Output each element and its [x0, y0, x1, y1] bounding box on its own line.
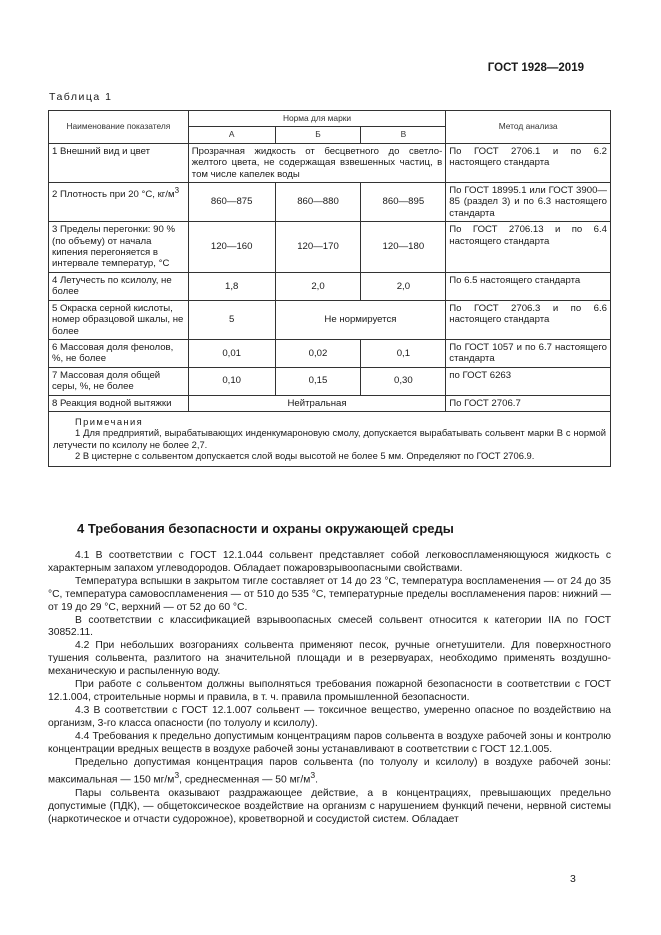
- grade-a-value: 0,01: [188, 339, 275, 367]
- page-number: 3: [570, 873, 576, 885]
- document-id: ГОСТ 1928—2019: [487, 62, 584, 74]
- indicator-cell: 3 Пределы перегонки: 90 % (по объему) от начала кипения перегоняется в интервале температур, °С: [49, 222, 189, 273]
- indicator-cell: [49, 183, 189, 222]
- table-row: [49, 367, 611, 395]
- norm-merged-cell: Прозрачная жидкость от бесцветного до светло-желтого цвета, не содержащая взвешенных частиц, в том числе капелек воды: [188, 143, 446, 182]
- pdk-text: , среднесменная — 50 мг/м: [179, 774, 311, 786]
- section-body: [48, 550, 611, 826]
- table-row: [49, 395, 611, 411]
- table-header-row: [49, 111, 611, 127]
- method-cell: По ГОСТ 2706.1 и по 6.2 настоящего стандарта: [446, 143, 611, 182]
- pdk-text: .: [315, 774, 319, 786]
- header-grade-v: В: [361, 127, 446, 143]
- norm-merged-cell: Нейтральная: [188, 395, 446, 411]
- indicator-cell: 5 Окраска серной кислоты, номер образцовой шкалы, не более: [49, 300, 189, 339]
- header-norm: Норма для марки: [188, 111, 446, 127]
- paragraph: Пары сольвента оказывают раздражающее действие, а в концентрациях, превышающих предельно допустимые (ПДК), — общетоксическое воздействие на организм с нарушением функций печени, нервной системы (наркотическое и отчасти судорожное), кроветворной и сосудистой систем. Обладает: [48, 787, 611, 825]
- table-row: [49, 183, 611, 222]
- grade-b-value: 120—170: [275, 222, 361, 273]
- table-row: [49, 339, 611, 367]
- method-cell: По 6.5 настоящего стандарта: [446, 272, 611, 300]
- paragraph: Температура вспышки в закрытом тигле составляет от 14 до 23 °С, температура воспламенения — от 24 до 35 °С, температура самовоспламенения — от 510 до 535 °С, температурные пределы воспламенения паров: нижний — от 19 до 29 °С, верхний — от 52 до 60 °С.: [48, 575, 611, 613]
- paragraph: В соответствии с классификацией взрывоопасных смесей сольвент относится к категории IIA по ГОСТ 30852.11.: [48, 614, 611, 639]
- paragraph: 4.2 При небольших возгораниях сольвента применяют песок, ручные огнетушители. Для поверхностного тушения сольвента, разлитого на значительной площади и в резервуарах, необходимо применять воздушно-механическую и распыленную воду.: [48, 640, 611, 678]
- table-row: [49, 300, 611, 339]
- pdk-text: Предельно допустимая концентрация паров сольвента (по толуолу и ксилолу) в воздухе рабочей зоны: максимальная — 150 мг/м: [48, 756, 611, 786]
- table-notes-row: [49, 411, 611, 466]
- indicator-cell: 4 Летучесть по ксилолу, не более: [49, 272, 189, 300]
- pdk-paragraph: [48, 757, 611, 788]
- notes-title: Примечания: [75, 415, 144, 427]
- method-cell: По ГОСТ 18995.1 или ГОСТ 3900—85 (раздел 3) и по 6.3 настоящего стандарта: [446, 183, 611, 222]
- method-cell: По ГОСТ 2706.13 и по 6.4 настоящего стандарта: [446, 222, 611, 273]
- table-row: [49, 143, 611, 182]
- paragraph: 4.4 Требования к предельно допустимым концентрациям паров сольвента в воздухе рабочей зоны и контролю концентрации вредных веществ в воздухе рабочей зоны устанавливают в соответствии с ГОСТ 12.1.005.: [48, 730, 611, 755]
- grade-a-value: 120—160: [188, 222, 275, 273]
- indicator-cell: 6 Массовая доля фенолов, %, не более: [49, 339, 189, 367]
- table-caption: Таблица 1: [49, 91, 113, 103]
- grade-v-value: 120—180: [361, 222, 446, 273]
- indicator-cell: 7 Массовая доля общей серы, %, не более: [49, 367, 189, 395]
- grade-b-value: 860—880: [275, 183, 361, 222]
- table-row: [49, 272, 611, 300]
- paragraph: При работе с сольвентом должны выполняться требования пожарной безопасности в соответствии с ГОСТ 12.1.004, строительные нормы и правила, в т. ч. правила промышленной безопасности.: [48, 679, 611, 703]
- grade-b-value: 2,0: [275, 272, 361, 300]
- paragraph: 4.1 В соответствии с ГОСТ 12.1.044 сольвент представляет собой легковоспламеняющуюся жидкость с характерным запахом углеводородов. Обладает пожаровзрывоопасными свойствами.: [48, 550, 611, 574]
- section-heading: 4 Требования безопасности и охраны окружающей среды: [77, 521, 454, 536]
- indicator-cell: 8 Реакция водной вытяжки: [49, 395, 189, 411]
- method-cell: По ГОСТ 2706.3 и по 6.6 настоящего стандарта: [446, 300, 611, 339]
- grade-b-value: 0,02: [275, 339, 361, 367]
- superscript: 3: [310, 770, 316, 781]
- grade-a-value: 860—875: [188, 183, 275, 222]
- grade-v-value: 0,1: [361, 339, 446, 367]
- header-grade-b: Б: [275, 127, 361, 143]
- superscript: 3: [174, 770, 180, 781]
- header-method: Метод анализа: [446, 111, 611, 144]
- grade-b-value: 0,15: [275, 367, 361, 395]
- grade-a-value: 1,8: [188, 272, 275, 300]
- paragraph: 4.3 В соответствии с ГОСТ 12.1.007 сольвент — токсичное вещество, умеренно опасное по воздействию на организм, 3-го класса опасности (по толуолу и ксилолу).: [48, 704, 611, 729]
- grade-a-value: 5: [188, 300, 275, 339]
- method-cell: По ГОСТ 2706.7: [446, 395, 611, 411]
- requirements-table: [48, 110, 611, 467]
- note-item: 2 В цистерне с сольвентом допускается слой воды высотой не более 5 мм. Определяют по ГОСТ 2706.9.: [75, 450, 535, 462]
- header-grade-a: А: [188, 127, 275, 143]
- table-row: [49, 222, 611, 273]
- superscript: 3: [174, 186, 180, 196]
- header-indicator: Наименование показателя: [49, 111, 189, 144]
- grade-v-value: 0,30: [361, 367, 446, 395]
- note-item: 1 Для предприятий, вырабатывающих инденкумароновую смолу, допускается вырабатывать сольвент марки В с нормой летучести по ксилолу не более 2,7.: [53, 427, 606, 450]
- grade-bv-merged-value: Не нормируется: [275, 300, 446, 339]
- indicator-text: 2 Плотность при 20 °С, кг/м: [52, 189, 175, 201]
- grade-v-value: 860—895: [361, 183, 446, 222]
- table-notes: [49, 411, 611, 466]
- method-cell: по ГОСТ 6263: [446, 367, 611, 395]
- grade-a-value: 0,10: [188, 367, 275, 395]
- indicator-cell: 1 Внешний вид и цвет: [49, 143, 189, 182]
- grade-v-value: 2,0: [361, 272, 446, 300]
- method-cell: По ГОСТ 1057 и по 6.7 настоящего стандарта: [446, 339, 611, 367]
